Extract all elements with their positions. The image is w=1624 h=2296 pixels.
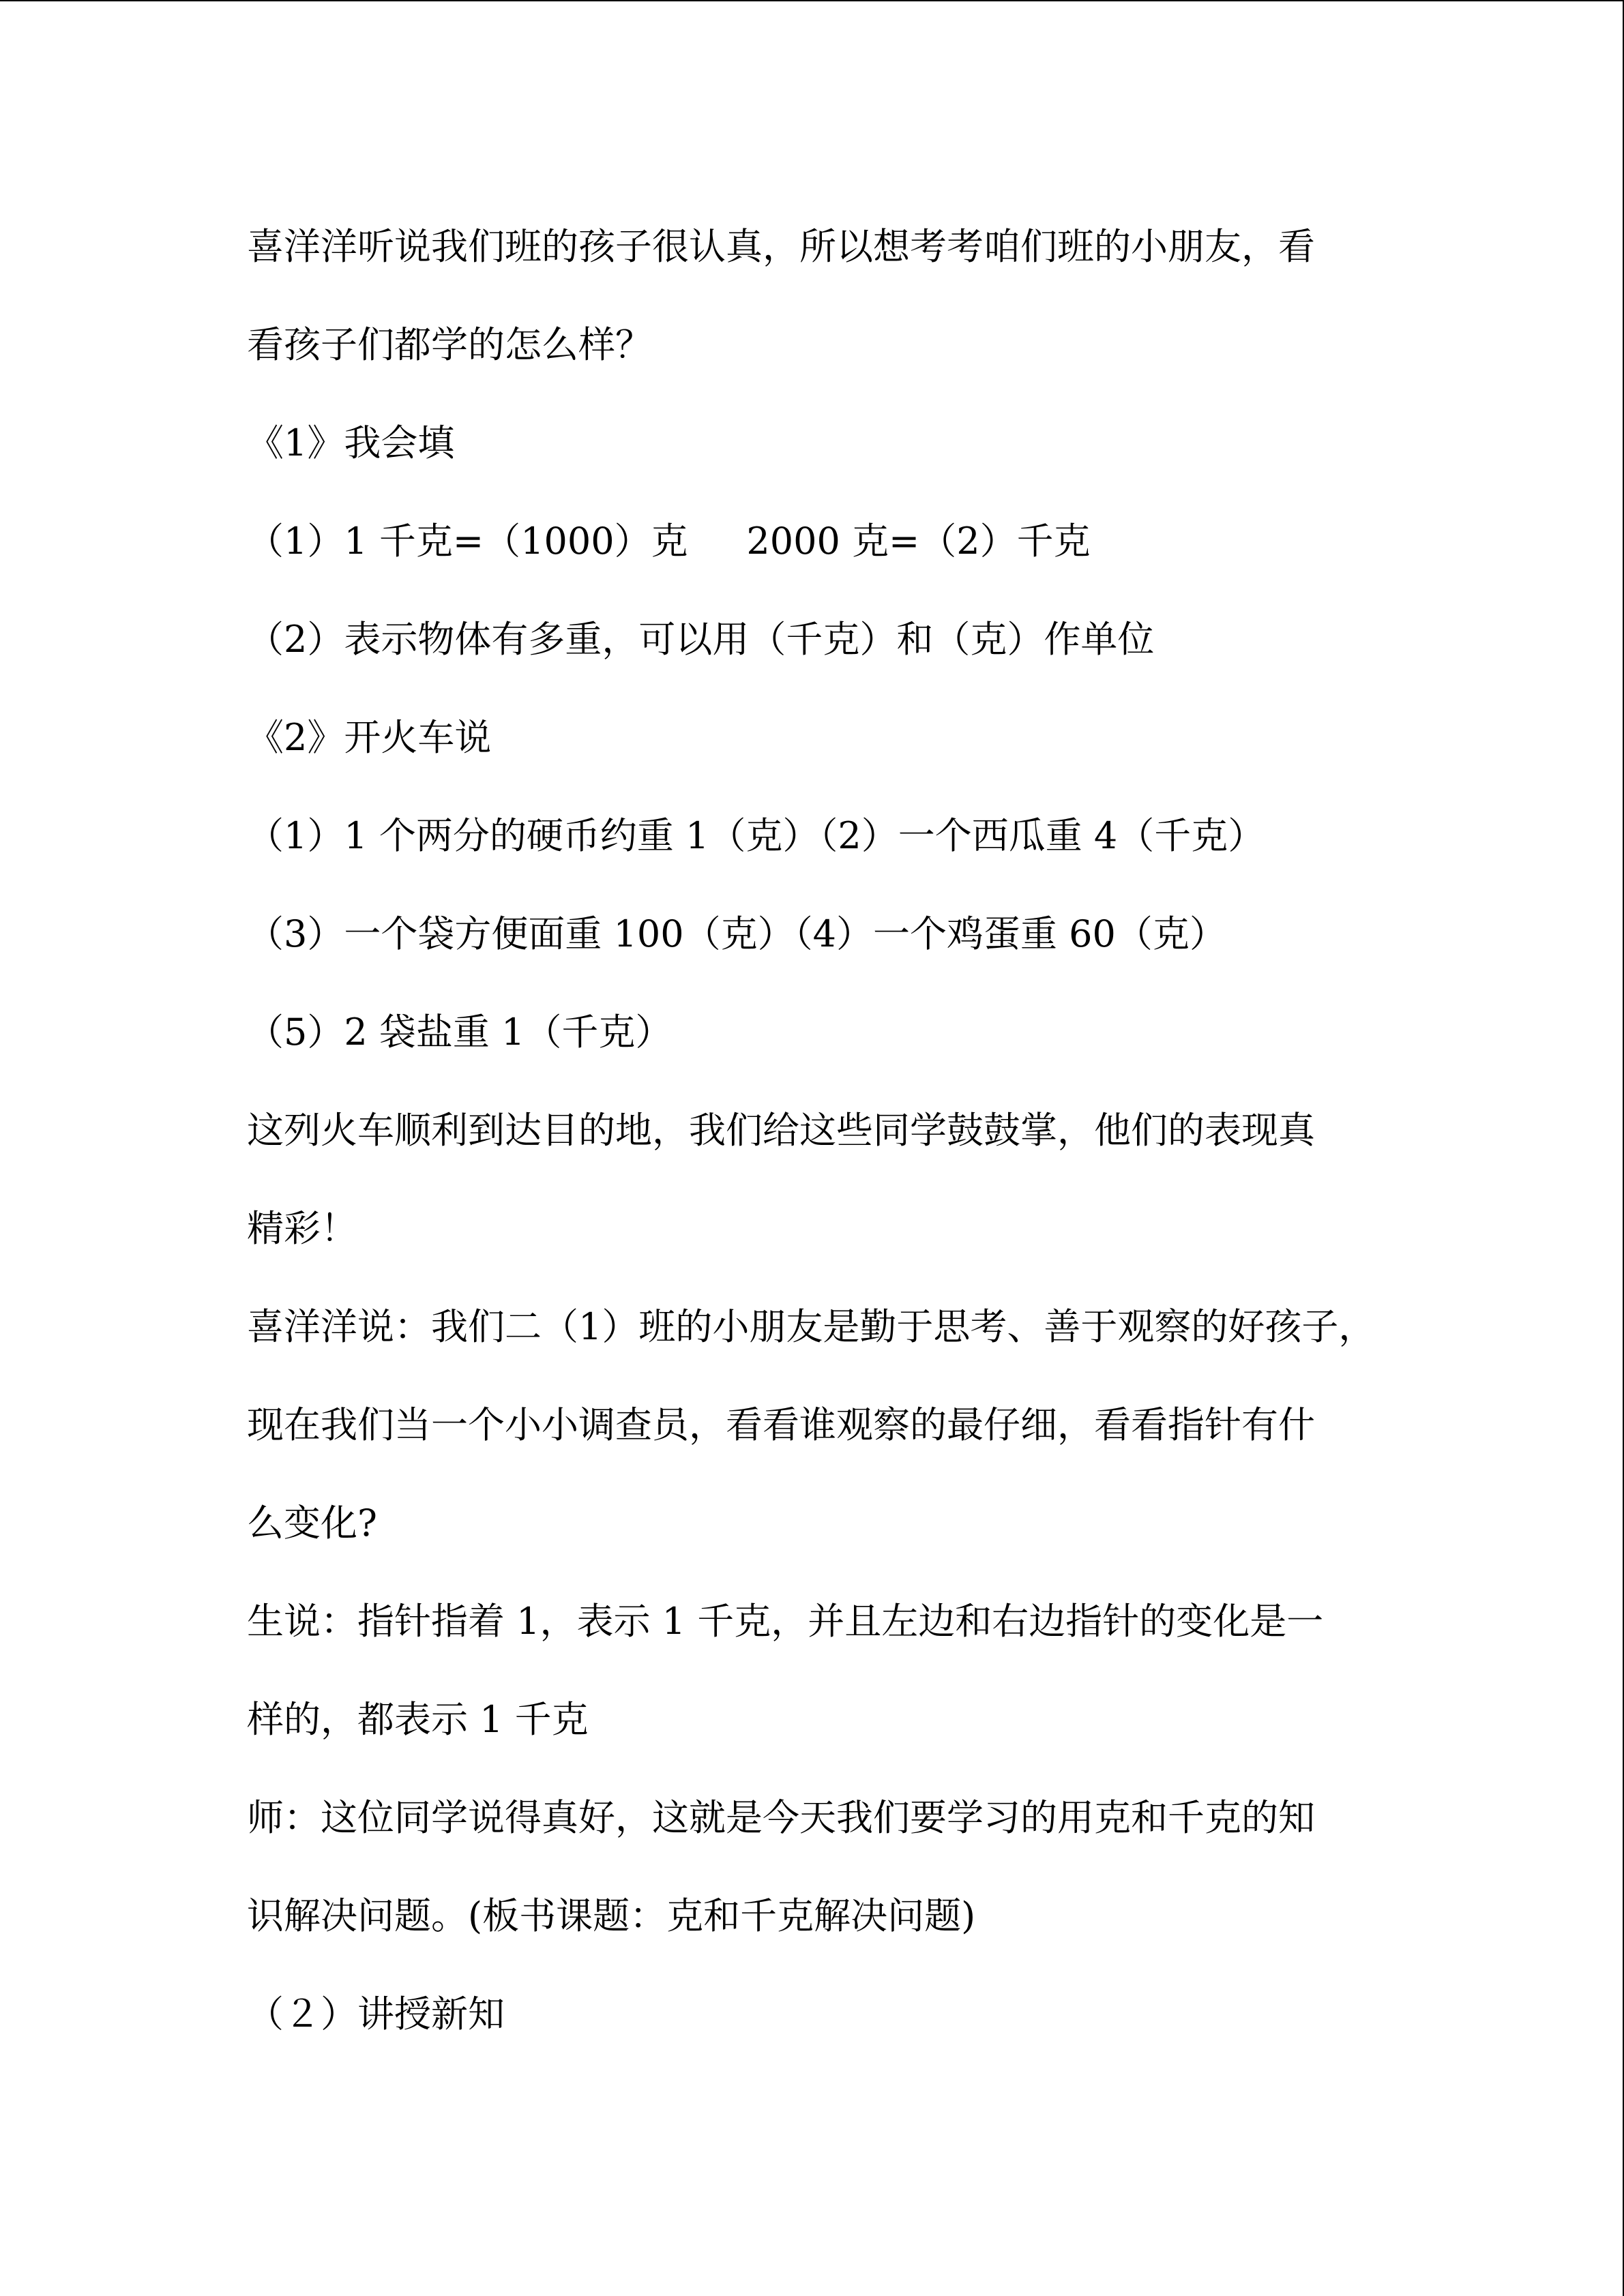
paragraph-line: 喜洋洋说：我们二（1）班的小朋友是勤于思考、善于观察的好孩子，: [247, 1305, 1376, 1348]
section-heading: 《2》开火车说: [247, 716, 492, 759]
paragraph-line: 样的，都表示 1 千克: [247, 1698, 589, 1741]
paragraph-line: 生说：指针指着 1，表示 1 千克，并且左边和右边指针的变化是一: [247, 1600, 1324, 1643]
exercise-item: （3）一个袋方便面重 100（克）（4）一个鸡蛋重 60（克）: [247, 912, 1226, 955]
paragraph-line: 喜洋洋听说我们班的孩子很认真，所以想考考咱们班的小朋友，看: [247, 225, 1315, 268]
exercise-item: （1）1 个两分的硬币约重 1（克）（2）一个西瓜重 4（千克）: [247, 814, 1265, 857]
paragraph-line: 这列火车顺利到达目的地，我们给这些同学鼓鼓掌，他们的表现真: [247, 1109, 1315, 1152]
paragraph-line: 看孩子们都学的怎么样？: [247, 323, 652, 366]
paragraph-line: 现在我们当一个小小调查员，看看谁观察的最仔细，看看指针有什: [247, 1403, 1315, 1446]
section-heading: 《1》我会填: [247, 421, 455, 464]
paragraph-line: 识解决问题。(板书课题：克和千克解决问题): [247, 1894, 976, 1937]
paragraph-line: 精彩！: [247, 1207, 357, 1250]
document-body: [247, 217, 1420, 2083]
paragraph-line: 师：这位同学说得真好，这就是今天我们要学习的用克和千克的知: [247, 1796, 1315, 1839]
section-heading: （２）讲授新知: [247, 1993, 505, 2036]
paragraph-line: 么变化?: [247, 1502, 377, 1545]
exercise-item: （5）2 袋盐重 1（千克）: [247, 1011, 673, 1054]
exercise-item: （2）表示物体有多重，可以用（千克）和（克）作单位: [247, 618, 1155, 661]
exercise-item: （1）1 千克=（1000）克 2000 克=（2）千克: [247, 520, 1091, 563]
